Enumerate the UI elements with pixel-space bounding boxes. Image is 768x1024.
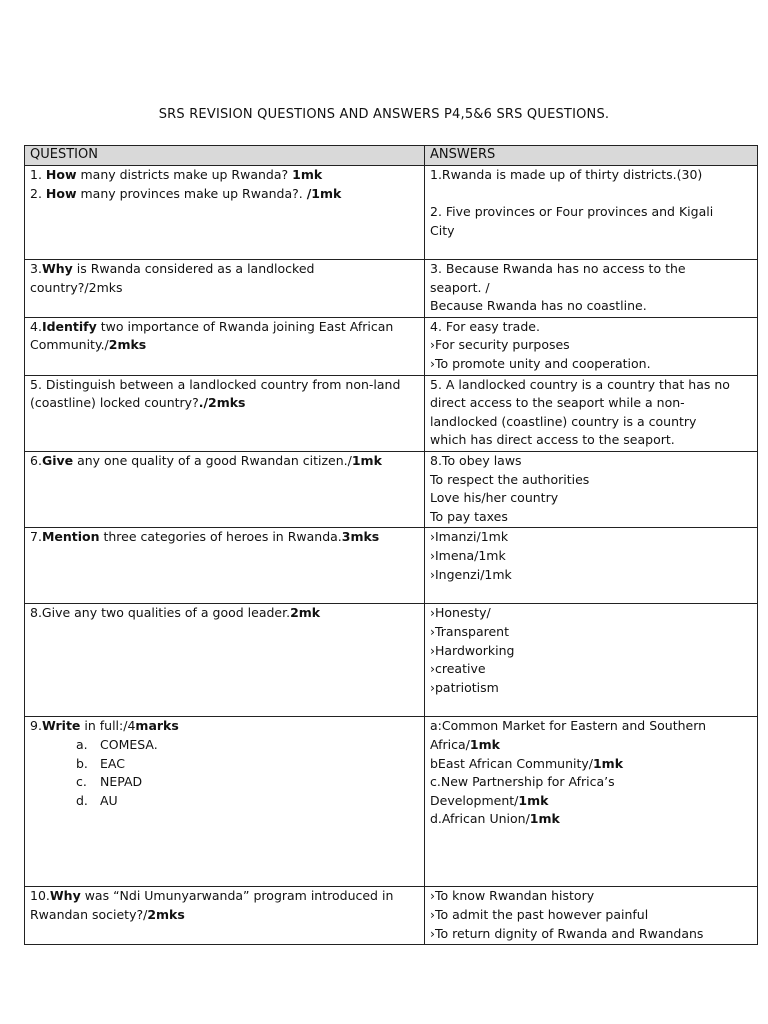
question-number: 3.	[30, 261, 42, 276]
question-number: 4.	[30, 318, 42, 334]
answer-cell	[425, 375, 758, 451]
answer-line: ›To return dignity of Rwanda and Rwandans	[430, 925, 704, 941]
question-line	[30, 166, 420, 185]
question-marks: 2mk	[290, 605, 321, 621]
question-text: 8.Give any two qualities of a good leader.	[30, 605, 291, 621]
question-marks: 2mks	[147, 906, 185, 922]
answer-line: ›To admit the past however painful	[430, 906, 649, 922]
answer-line: Love his/her country	[430, 490, 559, 506]
sub-item-text: AU	[100, 792, 118, 808]
question-keyword: Give	[41, 452, 74, 468]
question-keyword: Identify	[41, 318, 97, 334]
question-line	[30, 279, 420, 298]
question-line	[30, 906, 420, 925]
question-text: was “Ndi Umunyarwanda” program introduced in	[80, 888, 394, 904]
question-line	[30, 260, 420, 279]
sub-item-text: COMESA.	[100, 736, 158, 752]
table-row	[25, 528, 758, 604]
question-text: is Rwanda considered as a landlocked	[72, 261, 315, 276]
question-keyword: Why	[41, 261, 73, 276]
answer-line	[430, 792, 753, 811]
answer-line: ›Ingenzi/1mk	[430, 566, 512, 582]
answer-line	[430, 773, 753, 792]
answer-text: d.African Union/	[430, 811, 530, 827]
answer-marks: 1mk	[592, 755, 624, 771]
question-text: any one quality of a good Rwandan citizen./	[73, 452, 352, 468]
answer-line: ›Hardworking	[430, 642, 515, 658]
question-text: two importance of Rwanda joining East African	[96, 318, 394, 334]
sub-item	[30, 792, 420, 811]
question-marks: 1mk	[351, 452, 382, 468]
table-row	[25, 375, 758, 451]
question-cell	[25, 528, 425, 604]
answer-text: Development/	[430, 792, 519, 808]
answer-cell	[425, 528, 758, 604]
question-text: many provinces make up Rwanda?.	[76, 185, 307, 201]
answer-text: Africa/	[430, 736, 470, 752]
question-text: Rwandan society?/	[30, 906, 148, 922]
question-text: country?/2mks	[30, 279, 123, 295]
answer-line: Because Rwanda has no coastline.	[430, 298, 647, 314]
answer-line: City	[430, 222, 455, 238]
question-header: QUESTION	[25, 146, 425, 166]
answer-line: To respect the authorities	[430, 471, 590, 487]
question-cell	[25, 260, 425, 318]
answer-cell	[425, 887, 758, 945]
question-marks: marks	[135, 718, 179, 734]
sub-item-letter: d.	[76, 792, 88, 808]
answer-line: 3. Because Rwanda has no access to the	[430, 261, 686, 276]
answer-line	[430, 755, 753, 774]
question-text: in full:/4	[80, 718, 136, 734]
question-number: 9.	[30, 718, 42, 734]
question-line	[30, 717, 420, 736]
answer-cell	[425, 260, 758, 318]
answer-line: ›To promote unity and cooperation.	[430, 355, 651, 371]
answer-line: ›Imena/1mk	[430, 547, 506, 563]
answer-line: ›creative	[430, 661, 486, 677]
answer-line: 4. For easy trade.	[430, 318, 540, 334]
answer-line: 1.Rwanda is made up of thirty districts.(30)	[430, 167, 703, 182]
sub-item-letter: b.	[76, 755, 88, 771]
answer-line: 2. Five provinces or Four provinces and Kigali	[430, 204, 714, 220]
question-marks: ./2mks	[198, 395, 246, 411]
question-keyword: Write	[41, 718, 81, 734]
answer-line: which has direct access to the seaport.	[430, 432, 675, 448]
question-line	[30, 604, 420, 623]
answer-line: ›To know Rwandan history	[430, 888, 595, 904]
sub-item-letter: c.	[76, 774, 87, 790]
sub-item-text: EAC	[100, 755, 125, 771]
question-cell	[25, 717, 425, 887]
answer-line: ›Transparent	[430, 623, 510, 639]
question-number: 2.	[30, 185, 46, 201]
answer-line: seaport. /	[430, 279, 490, 295]
question-cell	[25, 887, 425, 945]
question-marks: 3mks	[341, 529, 380, 545]
table-row	[25, 887, 758, 945]
question-keyword: How	[45, 185, 77, 201]
question-text: three categories of heroes in Rwanda.	[99, 529, 342, 545]
question-line	[30, 185, 420, 204]
question-number: 1.	[30, 167, 46, 182]
answer-marks: 1mk	[469, 736, 500, 752]
question-text: Community./	[30, 337, 109, 353]
question-keyword: Mention	[41, 529, 100, 545]
question-cell	[25, 375, 425, 451]
sub-item-letter: a.	[76, 736, 88, 752]
revision-table	[24, 145, 758, 945]
sub-item	[30, 736, 420, 755]
answer-text: a:Common Market for Eastern and Southern	[430, 718, 707, 734]
answer-line: 5. A landlocked country is a country that has no	[430, 376, 730, 392]
answer-cell	[425, 317, 758, 375]
table-body	[25, 166, 758, 945]
question-marks: 2mks	[108, 337, 147, 353]
answer-marks: 1mk	[529, 811, 560, 827]
question-cell	[25, 317, 425, 375]
answer-line: direct access to the seaport while a non-	[430, 395, 685, 411]
answer-line	[430, 736, 753, 755]
question-line	[30, 528, 420, 547]
answer-marks: 1mk	[518, 792, 549, 808]
sub-item	[30, 773, 420, 792]
question-cell	[25, 451, 425, 527]
question-keyword: How	[45, 167, 77, 182]
question-cell	[25, 166, 425, 260]
sub-item-text: NEPAD	[100, 774, 143, 790]
table-row	[25, 260, 758, 318]
answer-line	[430, 810, 753, 829]
question-text: 5. Distinguish between a landlocked country from non-land	[30, 376, 401, 392]
sub-item	[30, 755, 420, 774]
question-number: 7.	[30, 529, 42, 545]
question-line	[30, 318, 420, 337]
page-title: SRS REVISION QUESTIONS AND ANSWERS P4,5&6 SRS QUESTIONS.	[158, 107, 610, 122]
answer-text: bEast African Community/	[430, 755, 593, 771]
answer-cell	[425, 451, 758, 527]
answer-line: landlocked (coastline) country is a country	[430, 413, 697, 429]
answer-line: To pay taxes	[430, 508, 508, 524]
answers-header: ANSWERS	[425, 146, 758, 166]
answer-line: ›For security purposes	[430, 337, 570, 353]
question-marks: /1mk	[306, 185, 342, 201]
answer-cell	[425, 166, 758, 260]
answer-line: ›patriotism	[430, 679, 499, 695]
question-keyword: Why	[49, 888, 81, 904]
question-line	[30, 394, 420, 413]
table-row	[25, 166, 758, 260]
answer-line: ›Honesty/	[430, 605, 491, 621]
answer-line: ›Imanzi/1mk	[430, 529, 509, 545]
question-text: many districts make up Rwanda?	[76, 167, 293, 182]
table-row	[25, 604, 758, 717]
question-number: 6.	[30, 452, 42, 468]
question-marks: 1mk	[292, 167, 323, 182]
question-line	[30, 336, 420, 355]
question-cell	[25, 604, 425, 717]
question-line	[30, 376, 420, 395]
table-row	[25, 717, 758, 887]
question-line	[30, 452, 420, 471]
table-row	[25, 451, 758, 527]
answer-line: 8.To obey laws	[430, 452, 522, 468]
answer-cell	[425, 717, 758, 887]
question-number: 10.	[30, 888, 50, 904]
table-row	[25, 317, 758, 375]
question-line	[30, 887, 420, 906]
answer-text: c.New Partnership for Africa’s	[430, 774, 615, 790]
question-text: (coastline) locked country?	[30, 395, 199, 411]
answer-line	[430, 717, 753, 736]
answer-cell	[425, 604, 758, 717]
